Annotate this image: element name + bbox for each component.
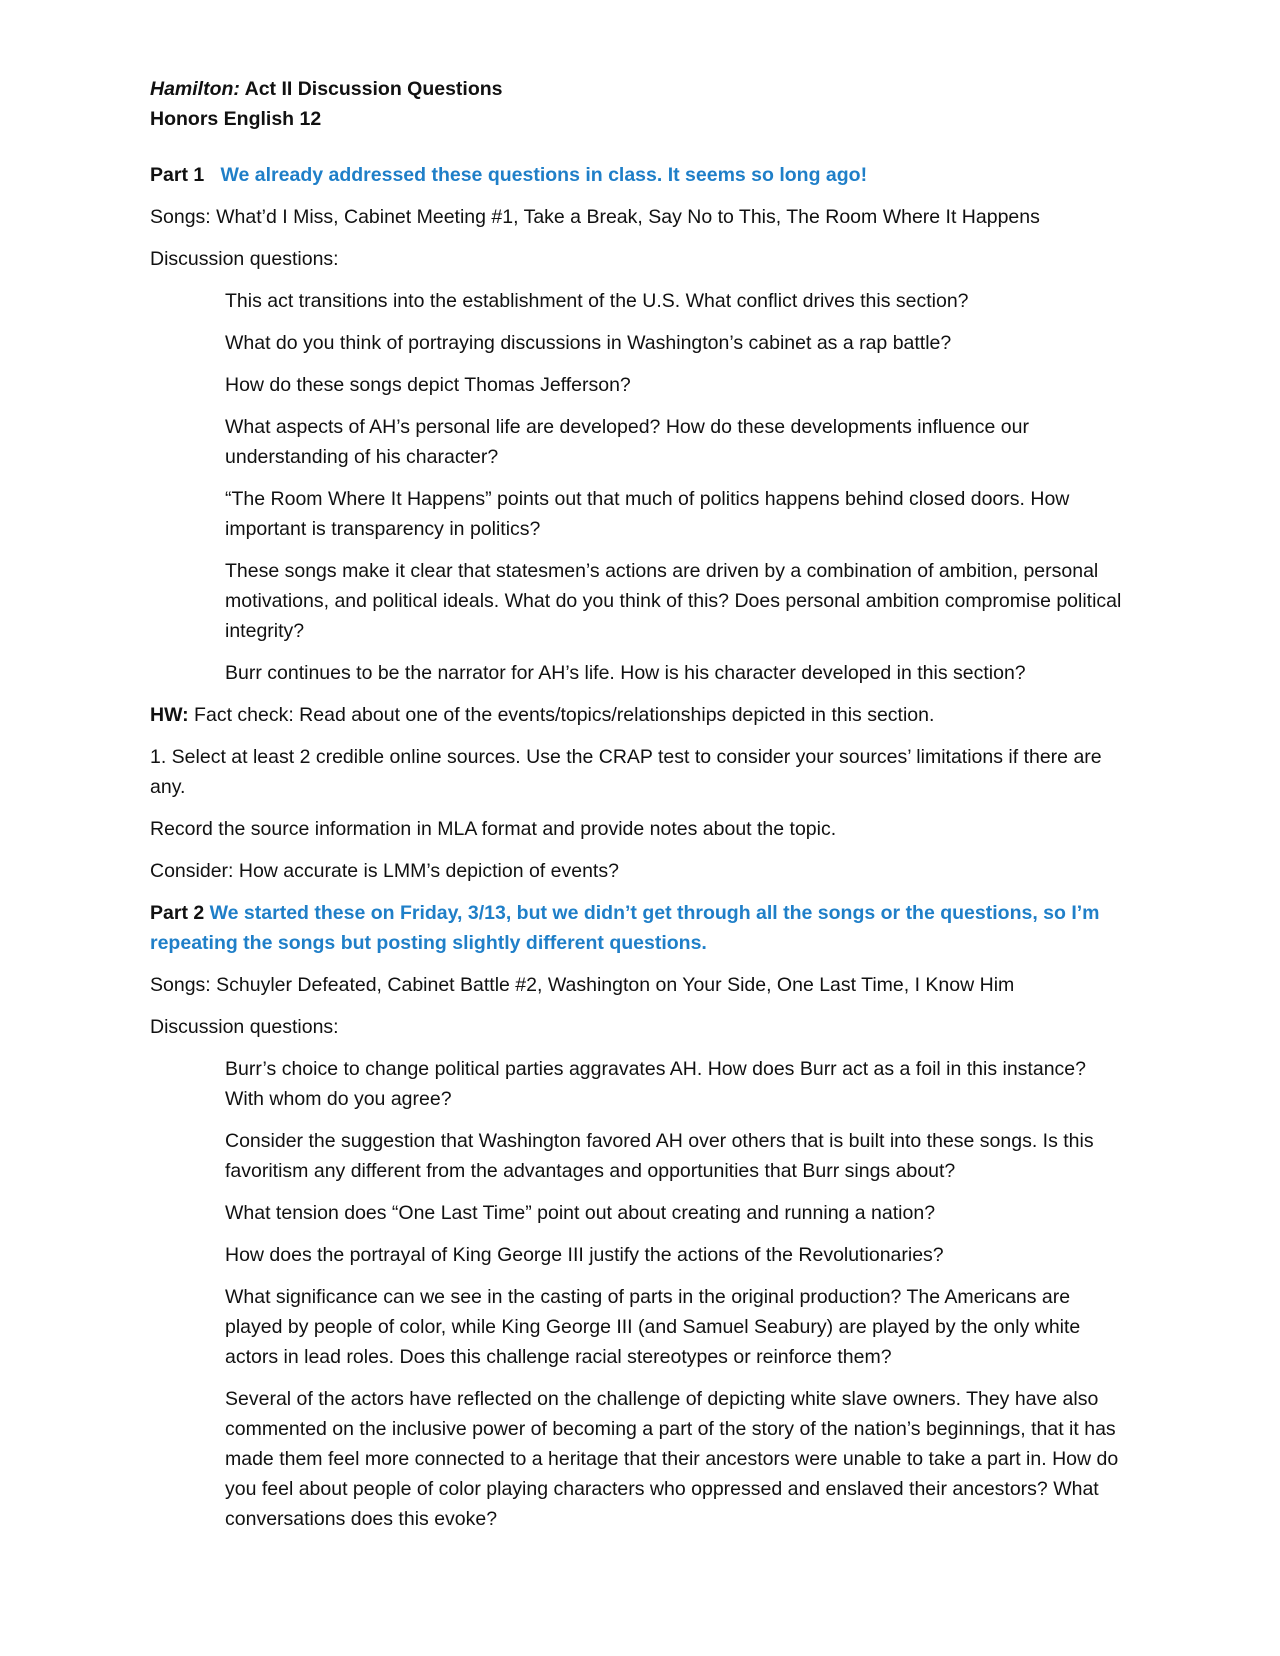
- list-item: How do these songs depict Thomas Jefferson?: [225, 374, 631, 396]
- list-item: Consider the suggestion that Washington favored AH over others that is built into these songs. Is this favoritism any different from the advantages and opportunities that Burr sings about?: [225, 1130, 1094, 1182]
- homework-label: HW:: [150, 704, 189, 726]
- homework-text: Fact check: Read about one of the events/topics/relationships depicted in this section.: [188, 704, 935, 726]
- list-item: What tension does “One Last Time” point out about creating and running a nation?: [225, 1202, 936, 1224]
- list-item: Burr’s choice to change political parties aggravates AH. How does Burr act as a foil in this instance? With whom do you agree?: [225, 1058, 1086, 1110]
- list-item: “The Room Where It Happens” points out that much of politics happens behind closed doors. How important is transparency in politics?: [225, 488, 1070, 540]
- list-item: What significance can we see in the casting of parts in the original production? The Americans are played by people of color, while King George III (and Samuel Seabury) are played by the only white actors in lead roles. Does this challenge racial stereotypes or reinforce them?: [225, 1286, 1081, 1368]
- part1-label: Part 1: [150, 164, 205, 186]
- part2-label: Part 2: [150, 902, 205, 924]
- part1-heading: [150, 160, 1130, 190]
- part1-question-list: [150, 286, 1130, 688]
- part2-question-list: [150, 1054, 1130, 1534]
- list-item: What do you think of portraying discussions in Washington’s cabinet as a rap battle?: [225, 332, 952, 354]
- part1-note: We already addressed these questions in class. It seems so long ago!: [220, 164, 868, 186]
- part2-discussion-label: Discussion questions:: [150, 1016, 339, 1038]
- list-item: Several of the actors have reflected on the challenge of depicting white slave owners. They have also commented on the inclusive power of becoming a part of the story of the nation’s beginnings, that it has made them feel more connected to a heritage that their ancestors were unable to take a part in. How do you feel about people of color playing characters who oppressed and enslaved their ancestors? What conversations does this evoke?: [225, 1388, 1119, 1530]
- part2-note: We started these on Friday, 3/13, but we didn’t get through all the songs or the questions, so I’m repeating the songs but posting slightly different questions.: [150, 902, 1100, 954]
- list-item: This act transitions into the establishment of the U.S. What conflict drives this section?: [225, 290, 969, 312]
- part2-heading: [150, 898, 1130, 958]
- list-item: These songs make it clear that statesmen’s actions are driven by a combination of ambition, personal motivations, and political ideals. What do you think of this? Does personal ambition compromise political integrity?: [225, 560, 1122, 642]
- part1-songs: Songs: What’d I Miss, Cabinet Meeting #1, Take a Break, Say No to This, The Room Where It Happens: [150, 206, 1040, 228]
- homework-record: Record the source information in MLA format and provide notes about the topic.: [150, 818, 837, 840]
- title-rest: Act II Discussion Questions: [239, 78, 503, 100]
- homework-consider: Consider: How accurate is LMM’s depiction of events?: [150, 860, 619, 882]
- list-item: Burr continues to be the narrator for AH’s life. How is his character developed in this section?: [225, 662, 1026, 684]
- part2-songs: Songs: Schuyler Defeated, Cabinet Battle #2, Washington on Your Side, One Last Time, I Know Him: [150, 974, 1015, 996]
- list-item: What aspects of AH’s personal life are developed? How do these developments influence our understanding of his character?: [225, 416, 1029, 468]
- part1-discussion-label: Discussion questions:: [150, 248, 339, 270]
- document-subtitle: Honors English 12: [150, 108, 322, 130]
- homework-line: [150, 700, 1130, 730]
- list-item: How does the portrayal of King George III justify the actions of the Revolutionaries?: [225, 1244, 944, 1266]
- homework-step1: 1. Select at least 2 credible online sources. Use the CRAP test to consider your sources’ limitations if there are any.: [150, 746, 1102, 798]
- document-title: [150, 74, 1130, 104]
- title-italic: Hamilton:: [150, 78, 240, 100]
